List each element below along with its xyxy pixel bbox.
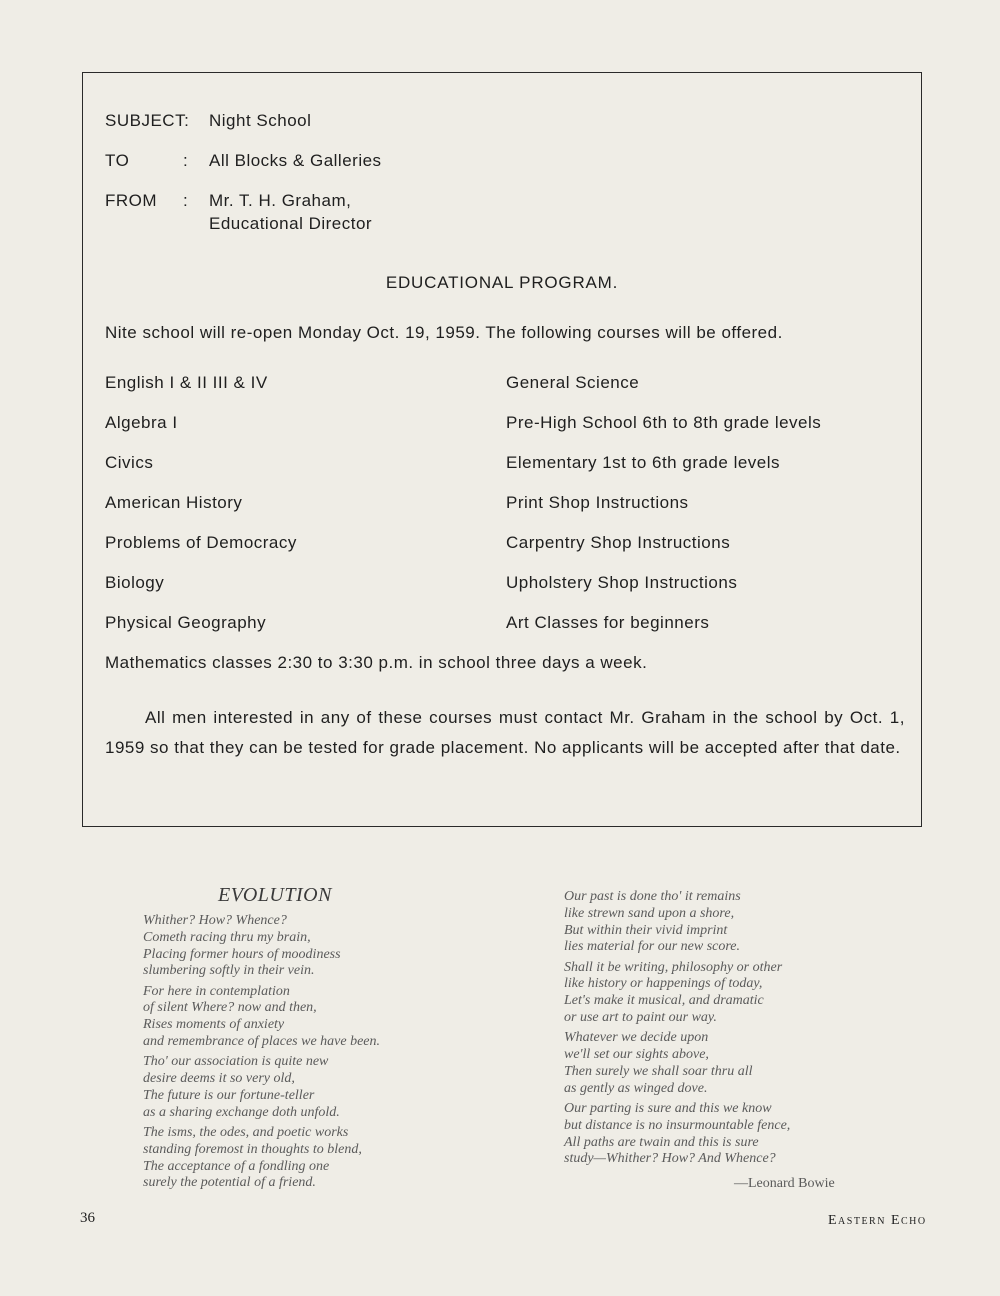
intro-text: Nite school will re-open Monday Oct. 19, 1959. The following courses will be offered. (105, 323, 783, 342)
course-left-7: Physical Geography (105, 613, 267, 632)
poem-stanza (143, 913, 380, 980)
poem-line: Whither? How? Whence? (143, 913, 287, 928)
poem-right-column (564, 889, 790, 1172)
course-right-6: Upholstery Shop Instructions (506, 573, 738, 592)
course-left-6: Biology (105, 573, 165, 592)
poem-line: The future is our fortune-teller (143, 1087, 315, 1103)
poem-line: slumbering softly in their vein. (143, 963, 315, 979)
poem-line: and remembrance of places we have been. (143, 1034, 381, 1050)
from-label: FROM (105, 191, 158, 210)
poem-line: Then surely we shall soar thru all (564, 1063, 753, 1079)
poem-line: standing foremost in thoughts to blend, (143, 1141, 362, 1157)
memo-box (82, 72, 922, 827)
poem-line: Let's make it musical, and dramatic (564, 993, 764, 1009)
poem-line: Whatever we decide upon (564, 1030, 709, 1046)
poem-title: EVOLUTION (218, 884, 332, 906)
poem-line: like history or happenings of today, (564, 976, 763, 992)
poem-line: Our parting is sure and this we know (564, 1101, 772, 1117)
poem-line: like strewn sand upon a shore, (564, 905, 735, 921)
poem-line: of silent Where? now and then, (143, 1000, 317, 1016)
poem-line: But within their vivid imprint (564, 922, 728, 938)
subject-label: SUBJECT: (105, 111, 190, 130)
course-right-4: Print Shop Instructions (506, 493, 689, 512)
subject-value: Night School (209, 111, 312, 130)
poem-line: The acceptance of a fondling one (143, 1158, 330, 1174)
from-value-line2: Educational Director (209, 214, 373, 233)
from-value-line1: Mr. T. H. Graham, (209, 191, 352, 210)
course-right-3: Elementary 1st to 6th grade levels (506, 453, 781, 472)
poem-line: Our past is done tho' it remains (564, 889, 741, 904)
poem-line: All paths are twain and this is sure (564, 1134, 759, 1150)
poem-line: The isms, the odes, and poetic works (143, 1125, 349, 1141)
poem-author: —Leonard Bowie (734, 1176, 835, 1191)
poem-line: or use art to paint our way. (564, 1010, 717, 1026)
poem-stanza (564, 960, 790, 1027)
course-left-1: English I & II III & IV (105, 373, 268, 392)
poem-line: as a sharing exchange doth unfold. (143, 1104, 340, 1120)
enrollment-notice: All men interested in any of these courses must contact Mr. Graham in the school by Oct. 1, 1959 so that they can be tested for grade placement. No applicants will be accepted after that date. (105, 708, 905, 757)
course-right-5: Carpentry Shop Instructions (506, 533, 731, 552)
poem-line: we'll set our sights above, (564, 1047, 709, 1063)
poem-stanza (143, 1125, 380, 1192)
poem-line: Shall it be writing, philosophy or other (564, 959, 783, 975)
course-right-7: Art Classes for beginners (506, 613, 710, 632)
poem-left-column (143, 913, 380, 1196)
poem-line: For here in contemplation (143, 983, 290, 999)
poem-stanza (143, 1054, 380, 1121)
poem-line: as gently as winged dove. (564, 1080, 708, 1096)
course-left-3: Civics (105, 453, 154, 472)
poem-line: lies material for our new score. (564, 939, 741, 955)
poem-line: Cometh racing thru my brain, (143, 929, 311, 945)
poem-line: study—Whither? How? And Whence? (564, 1151, 776, 1167)
poem-stanza (564, 1030, 790, 1097)
course-right-2: Pre-High School 6th to 8th grade levels (506, 413, 822, 432)
to-label: TO (105, 151, 130, 170)
to-value: All Blocks & Galleries (209, 151, 382, 170)
poem-line: Placing former hours of moodiness (143, 946, 341, 962)
program-title: EDUCATIONAL PROGRAM. (385, 273, 619, 292)
poem-line: surely the potential of a friend. (143, 1175, 316, 1191)
course-left-5: Problems of Democracy (105, 533, 297, 552)
poem-stanza (564, 889, 790, 956)
to-colon: : (183, 151, 189, 170)
poem-line: desire deems it so very old, (143, 1071, 295, 1087)
publication-name: Eastern Echo (828, 1213, 927, 1228)
poem-line: but distance is no insurmountable fence, (564, 1117, 791, 1133)
course-left-2: Algebra I (105, 413, 178, 432)
from-colon: : (183, 191, 189, 210)
poem-stanza (143, 984, 380, 1051)
course-left-4: American History (105, 493, 243, 512)
page-number: 36 (80, 1210, 95, 1226)
poem-line: Tho' our association is quite new (143, 1054, 329, 1070)
poem-line: Rises moments of anxiety (143, 1017, 285, 1033)
math-classes-line: Mathematics classes 2:30 to 3:30 p.m. in school three days a week. (105, 653, 648, 672)
course-right-1: General Science (506, 373, 640, 392)
poem-stanza (564, 1101, 790, 1168)
